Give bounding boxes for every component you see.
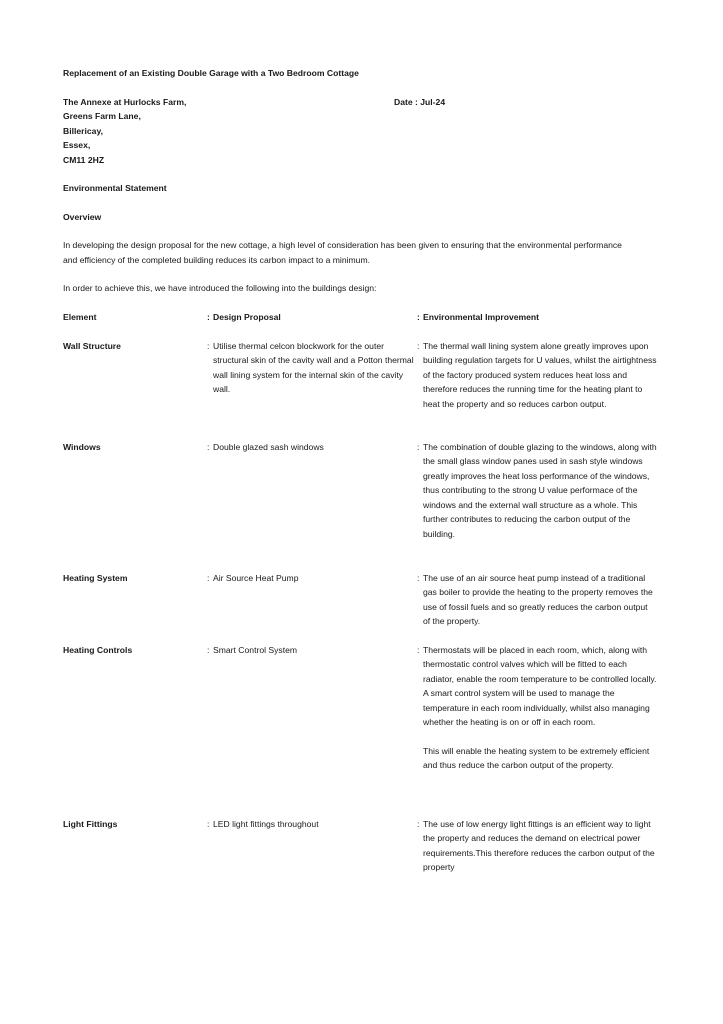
colon-separator: :	[207, 572, 210, 583]
colon-separator: :	[207, 340, 210, 351]
row-proposal: Air Source Heat Pump	[213, 572, 299, 583]
address-line: Essex,	[63, 140, 91, 150]
table-row	[63, 339, 663, 440]
colon-separator: :	[417, 340, 420, 351]
row-improvement: Thermostats will be placed in each room, which, along with thermostatic control valves which will be fitted to each radiator, enable the room temperature to be controlled locally. A smart control system will be used to manage the temperature in each room individually, whilst also managing whether the heating is on or off in each room.	[423, 644, 657, 727]
row-improvement-cell	[417, 440, 657, 542]
row-improvement-cell	[417, 571, 657, 629]
colon-separator: :	[417, 572, 420, 583]
row-proposal: Utilise thermal celcon blockwork for the outer structural skin of the cavity wall and a Potton thermal wall lining system for the internal skin of the cavity wall.	[213, 340, 414, 394]
document-title: Replacement of an Existing Double Garage with a Two Bedroom Cottage	[63, 68, 359, 78]
lead-in-text: In order to achieve this, we have introduced the following into the buildings design:	[63, 283, 377, 293]
row-proposal-cell	[207, 571, 415, 586]
document-page	[63, 66, 663, 877]
table-row	[63, 440, 663, 571]
colon-separator: :	[207, 311, 210, 322]
address-line: Billericay,	[63, 125, 103, 136]
table-header-row	[63, 310, 663, 339]
colon-separator: :	[417, 311, 420, 322]
document-date: Date : Jul-24	[394, 96, 446, 107]
header-improvement: Environmental Improvement	[423, 311, 540, 322]
row-element: Light Fittings	[63, 818, 118, 829]
row-element: Windows	[63, 441, 101, 452]
row-proposal-cell	[207, 817, 415, 832]
header-element: Element	[63, 311, 97, 322]
section-title: Environmental Statement	[63, 183, 167, 193]
address-line: Greens Farm Lane,	[63, 111, 141, 121]
colon-separator: :	[207, 644, 210, 655]
address-line: The Annexe at Hurlocks Farm,	[63, 96, 187, 107]
row-element: Heating System	[63, 572, 128, 583]
row-proposal: Smart Control System	[213, 644, 298, 655]
row-improvement-extra: This will enable the heating system to be extremely efficient and thus reduce the carbon output of the property.	[423, 745, 650, 770]
row-proposal: Double glazed sash windows	[213, 441, 324, 452]
row-improvement: The use of an air source heat pump instead of a traditional gas boiler to provide the heating to the property removes the use of fossil fuels and so greatly reduces the carbon output of the property.	[423, 572, 653, 626]
row-proposal-cell	[207, 643, 415, 658]
row-improvement-cell	[417, 817, 657, 875]
row-improvement-cell	[417, 339, 657, 412]
header-improvement-cell	[417, 310, 657, 325]
row-element: Wall Structure	[63, 340, 121, 351]
address-block	[63, 95, 663, 168]
table-row	[63, 571, 663, 643]
intro-paragraph: In developing the design proposal for the new cottage, a high level of consideration has been given to ensuring that the environmental performance and efficiency of the completed building reduces its carbon impact to a minimum.	[63, 240, 622, 265]
row-improvement: The thermal wall lining system alone greatly improves upon building regulation targets for U values, whilst the airtightness of the factory produced system reduces heat loss and therefore reduces the running time for the heating plant to heat the property and so reduces carbon output.	[423, 340, 657, 409]
row-proposal: LED light fittings throughout	[213, 818, 319, 829]
colon-separator: :	[417, 818, 420, 829]
colon-separator: :	[207, 441, 210, 452]
colon-separator: :	[207, 818, 210, 829]
row-improvement-cell	[417, 643, 657, 773]
row-element: Heating Controls	[63, 644, 133, 655]
table-row	[63, 817, 663, 877]
address-line: CM11 2HZ	[63, 154, 105, 165]
row-improvement: The combination of double glazing to the windows, along with the small glass window panes used in sash style windows greatly improves the heat loss performance of the windows, thus contributing to the strong U value performace of the windows and the external wall structure as a whole. This further contributes to reducing the carbon output of the building.	[423, 441, 657, 539]
colon-separator: :	[417, 644, 420, 655]
header-proposal: Design Proposal	[213, 311, 281, 322]
header-proposal-cell	[207, 310, 415, 325]
table-row	[63, 643, 663, 817]
colon-separator: :	[417, 441, 420, 452]
row-proposal-cell	[207, 339, 415, 397]
row-improvement: The use of low energy light fittings is an efficient way to light the property and reduces the demand on electrical power requirements.This therefore reduces the carbon output of the property	[423, 818, 655, 872]
overview-heading: Overview	[63, 211, 102, 222]
row-proposal-cell	[207, 440, 415, 455]
